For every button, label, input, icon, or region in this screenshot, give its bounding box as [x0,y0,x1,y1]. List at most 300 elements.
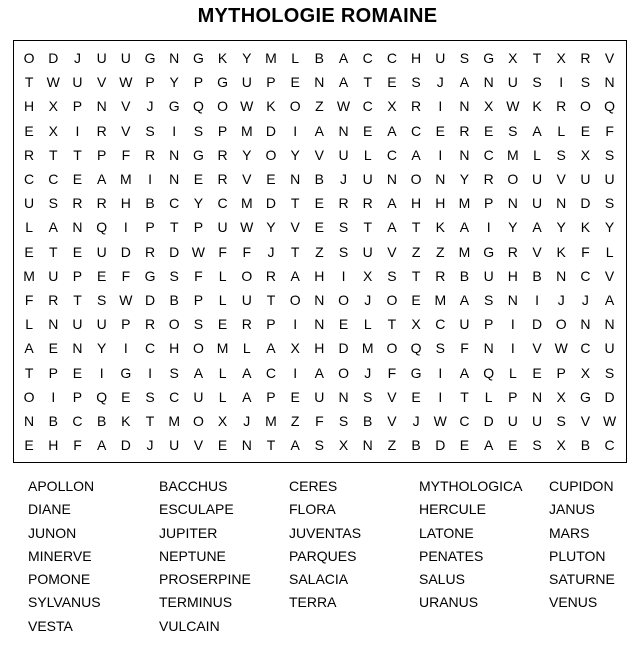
grid-cell[interactable]: S [169,267,179,284]
grid-cell[interactable]: I [172,122,177,139]
grid-cell[interactable]: O [338,292,349,308]
grid-cell[interactable]: O [217,98,229,115]
grid-cell[interactable]: C [72,413,83,429]
grid-cell[interactable]: V [290,219,300,236]
grid-cell[interactable]: Q [483,364,495,381]
grid-cell[interactable]: U [531,171,543,187]
grid-cell[interactable]: M [23,267,35,284]
grid-cell[interactable]: N [556,267,567,284]
grid-cell[interactable]: W [46,74,60,91]
grid-cell[interactable]: P [193,219,204,236]
grid-cell[interactable]: V [242,171,252,187]
grid-cell[interactable]: H [507,267,518,284]
grid-cell[interactable]: U [483,267,494,284]
grid-cell[interactable]: D [435,437,446,454]
grid-cell[interactable]: P [72,388,83,405]
grid-cell[interactable]: C [386,146,397,163]
grid-cell[interactable]: M [216,340,229,357]
grid-cell[interactable]: M [458,243,471,260]
grid-cell[interactable]: A [96,171,107,187]
grid-cell[interactable]: B [96,413,107,429]
grid-cell[interactable]: Z [290,413,300,429]
grid-cell[interactable]: E [483,122,494,139]
grid-cell[interactable]: P [483,195,494,212]
grid-cell[interactable]: U [72,316,83,333]
grid-cell[interactable]: G [168,98,180,115]
grid-cell[interactable]: N [483,74,494,91]
grid-cell[interactable]: E [411,292,421,308]
grid-cell[interactable]: B [145,195,155,212]
grid-cell[interactable]: R [48,292,59,308]
grid-cell[interactable]: G [120,364,132,381]
grid-cell[interactable]: S [363,388,373,405]
grid-cell[interactable]: Q [96,388,108,405]
grid-cell[interactable]: N [604,316,615,333]
grid-cell[interactable]: I [438,146,443,163]
grid-cell[interactable]: M [265,413,277,429]
grid-cell[interactable]: I [293,316,298,333]
grid-cell[interactable]: A [411,146,421,163]
grid-cell[interactable]: U [96,316,107,333]
grid-cell[interactable]: K [266,98,276,115]
grid-cell[interactable]: J [243,413,251,429]
grid-cell[interactable]: C [362,50,373,66]
grid-cell[interactable]: S [459,50,470,66]
grid-cell[interactable]: S [556,146,566,163]
grid-cell[interactable]: X [556,50,566,66]
grid-cell[interactable]: W [336,98,351,115]
grid-cell[interactable]: T [290,195,300,212]
grid-cell[interactable]: R [265,267,277,284]
grid-cell[interactable]: W [240,219,254,236]
grid-cell[interactable]: T [24,364,34,381]
grid-cell[interactable]: S [338,413,349,429]
grid-cell[interactable]: R [217,171,228,187]
grid-cell[interactable]: S [193,316,204,333]
grid-cell[interactable]: A [290,267,300,284]
grid-cell[interactable]: Z [436,243,445,260]
grid-cell[interactable]: N [314,316,325,333]
grid-cell[interactable]: L [508,364,517,381]
grid-cell[interactable]: N [531,388,543,405]
grid-cell[interactable]: J [146,98,154,115]
grid-cell[interactable]: U [48,267,59,284]
grid-cell[interactable]: J [364,364,372,381]
grid-cell[interactable]: O [23,388,35,405]
grid-cell[interactable]: F [387,364,397,381]
grid-cell[interactable]: R [144,243,156,260]
grid-cell[interactable]: M [458,195,471,212]
grid-cell[interactable]: A [314,122,325,139]
grid-cell[interactable]: S [580,74,591,91]
grid-cell[interactable]: Q [410,340,422,357]
grid-cell[interactable]: O [265,146,277,163]
grid-cell[interactable]: J [267,243,275,260]
grid-cell[interactable]: P [556,364,566,381]
grid-cell[interactable]: S [483,292,494,308]
grid-cell[interactable]: P [266,74,276,91]
grid-cell[interactable]: U [507,413,518,429]
grid-cell[interactable]: I [438,388,443,405]
grid-cell[interactable]: V [604,50,615,66]
grid-cell[interactable]: F [242,243,252,260]
grid-cell[interactable]: O [579,98,591,115]
grid-cell[interactable]: N [362,437,373,454]
grid-cell[interactable]: C [217,195,228,212]
grid-cell[interactable]: V [556,171,566,187]
grid-cell[interactable]: I [75,122,80,139]
grid-cell[interactable]: E [24,122,34,139]
grid-cell[interactable]: U [169,437,180,454]
grid-cell[interactable]: B [314,50,325,66]
grid-cell[interactable]: B [314,171,325,187]
grid-cell[interactable]: C [435,316,446,333]
grid-cell[interactable]: M [120,171,132,187]
grid-cell[interactable]: R [241,316,252,333]
grid-cell[interactable]: I [148,171,152,187]
grid-cell[interactable]: L [218,267,227,284]
grid-cell[interactable]: N [72,219,83,236]
grid-cell[interactable]: R [144,146,156,163]
grid-cell[interactable]: N [507,292,518,308]
grid-cell[interactable]: V [121,122,131,139]
grid-cell[interactable]: U [507,74,518,91]
grid-cell[interactable]: N [169,146,180,163]
grid-cell[interactable]: K [556,243,566,260]
grid-cell[interactable]: S [145,122,155,139]
grid-cell[interactable]: C [144,340,156,357]
grid-cell[interactable]: N [72,340,83,357]
grid-cell[interactable]: G [192,50,204,66]
grid-cell[interactable]: A [387,195,397,212]
grid-cell[interactable]: C [580,340,591,357]
grid-cell[interactable]: M [361,340,374,357]
grid-cell[interactable]: S [604,195,615,212]
grid-cell[interactable]: T [266,292,276,308]
grid-cell[interactable]: V [121,98,131,115]
grid-cell[interactable]: N [241,437,252,454]
grid-cell[interactable]: V [532,243,542,260]
grid-cell[interactable]: X [556,388,566,405]
grid-cell[interactable]: D [120,243,131,260]
grid-cell[interactable]: T [24,74,34,91]
grid-cell[interactable]: L [363,146,372,163]
grid-cell[interactable]: P [96,146,107,163]
grid-cell[interactable]: Y [556,219,566,236]
grid-cell[interactable]: T [49,243,58,260]
grid-cell[interactable]: D [483,413,494,429]
grid-cell[interactable]: L [25,219,33,236]
grid-cell[interactable]: E [314,195,325,212]
grid-cell[interactable]: N [314,74,325,91]
grid-cell[interactable]: A [387,122,397,139]
grid-cell[interactable]: S [387,267,397,284]
grid-cell[interactable]: O [410,171,422,187]
grid-cell[interactable]: D [580,195,591,212]
grid-cell[interactable]: I [293,122,298,139]
grid-cell[interactable]: U [531,413,543,429]
grid-cell[interactable]: Y [169,74,179,91]
grid-cell[interactable]: G [217,74,229,91]
grid-cell[interactable]: E [411,388,421,405]
grid-cell[interactable]: T [411,219,421,236]
grid-cell[interactable]: E [121,388,131,405]
grid-cell[interactable]: I [438,98,443,115]
grid-cell[interactable]: I [510,316,515,333]
grid-cell[interactable]: U [531,195,543,212]
grid-cell[interactable]: X [483,98,494,115]
grid-cell[interactable]: D [144,292,156,308]
grid-cell[interactable]: O [289,292,301,308]
grid-cell[interactable]: L [363,316,372,333]
grid-cell[interactable]: X [556,437,566,454]
grid-cell[interactable]: C [386,50,397,66]
grid-cell[interactable]: S [411,74,421,91]
grid-cell[interactable]: N [459,98,470,115]
grid-cell[interactable]: A [96,437,107,454]
grid-cell[interactable]: B [363,413,373,429]
grid-cell[interactable]: E [72,243,83,260]
grid-cell[interactable]: E [193,171,204,187]
grid-cell[interactable]: F [24,292,34,308]
grid-cell[interactable]: R [459,122,470,139]
grid-cell[interactable]: Y [193,195,204,212]
grid-cell[interactable]: R [507,243,518,260]
grid-cell[interactable]: M [265,50,277,66]
grid-cell[interactable]: T [411,267,421,284]
grid-cell[interactable]: T [363,74,372,91]
grid-cell[interactable]: S [193,122,204,139]
grid-cell[interactable]: G [483,50,495,66]
grid-cell[interactable]: U [362,243,373,260]
grid-cell[interactable]: W [240,98,254,115]
grid-cell[interactable]: X [363,267,373,284]
grid-cell[interactable]: J [436,74,444,91]
grid-cell[interactable]: T [73,146,82,163]
grid-cell[interactable]: H [411,195,422,212]
grid-cell[interactable]: A [338,50,349,66]
grid-cell[interactable]: C [169,195,180,212]
grid-cell[interactable]: A [24,340,34,357]
grid-cell[interactable]: K [532,98,542,115]
grid-cell[interactable]: O [555,316,567,333]
grid-cell[interactable]: U [459,316,470,333]
grid-cell[interactable]: V [387,413,397,429]
grid-cell[interactable]: A [387,219,397,236]
grid-cell[interactable]: T [266,437,276,454]
grid-cell[interactable]: X [387,98,397,115]
grid-cell[interactable]: K [121,413,131,429]
grid-cell[interactable]: U [362,171,373,187]
grid-cell[interactable]: B [580,437,591,454]
grid-cell[interactable]: Y [290,146,300,163]
grid-cell[interactable]: T [532,50,542,66]
grid-cell[interactable]: U [96,50,107,66]
grid-cell[interactable]: E [532,364,542,381]
grid-cell[interactable]: E [435,122,445,139]
grid-cell[interactable]: Y [459,171,470,187]
grid-cell[interactable]: D [604,388,615,405]
grid-cell[interactable]: S [508,122,518,139]
grid-cell[interactable]: P [193,292,204,308]
grid-cell[interactable]: T [169,219,179,236]
grid-cell[interactable]: S [532,437,542,454]
grid-cell[interactable]: O [168,316,180,333]
grid-cell[interactable]: M [507,146,519,163]
grid-cell[interactable]: J [364,292,372,308]
grid-cell[interactable]: Z [387,437,397,454]
grid-cell[interactable]: N [435,171,446,187]
grid-cell[interactable]: E [387,74,397,91]
grid-cell[interactable]: K [580,219,591,236]
grid-cell[interactable]: D [265,195,277,212]
grid-cell[interactable]: R [24,146,35,163]
grid-cell[interactable]: S [169,364,179,381]
grid-cell[interactable]: E [338,316,349,333]
grid-cell[interactable]: W [191,243,206,260]
grid-cell[interactable]: E [217,316,228,333]
grid-cell[interactable]: T [460,388,469,405]
grid-cell[interactable]: J [73,50,81,66]
grid-cell[interactable]: X [290,340,300,357]
grid-cell[interactable]: U [604,340,615,357]
grid-cell[interactable]: H [169,340,180,357]
grid-cell[interactable]: R [144,316,156,333]
grid-cell[interactable]: Y [266,219,276,236]
grid-cell[interactable]: R [362,195,373,212]
grid-cell[interactable]: L [557,122,566,139]
grid-cell[interactable]: V [96,74,107,91]
grid-cell[interactable]: B [411,437,421,454]
grid-cell[interactable]: H [48,437,59,454]
grid-cell[interactable]: X [580,146,591,163]
grid-cell[interactable]: I [148,364,152,381]
grid-cell[interactable]: N [556,195,567,212]
grid-cell[interactable]: B [459,267,470,284]
grid-cell[interactable]: N [580,316,591,333]
grid-cell[interactable]: R [580,50,591,66]
grid-cell[interactable]: O [192,413,204,429]
grid-cell[interactable]: I [510,340,515,357]
grid-cell[interactable]: Z [315,98,324,115]
grid-cell[interactable]: X [48,98,58,115]
grid-cell[interactable]: J [412,413,420,429]
grid-cell[interactable]: A [290,437,300,454]
grid-cell[interactable]: E [96,267,107,284]
grid-cell[interactable]: I [438,364,443,381]
grid-cell[interactable]: U [24,195,35,212]
grid-cell[interactable]: Z [315,243,324,260]
grid-cell[interactable]: C [48,171,59,187]
grid-cell[interactable]: L [484,388,493,405]
grid-cell[interactable]: S [96,292,107,308]
grid-cell[interactable]: E [459,437,470,454]
grid-cell[interactable]: W [119,74,133,91]
grid-cell[interactable]: L [605,243,614,260]
grid-cell[interactable]: P [508,388,518,405]
grid-cell[interactable]: H [435,195,446,212]
grid-cell[interactable]: C [411,122,422,139]
grid-cell[interactable]: G [192,146,204,163]
grid-cell[interactable]: S [604,364,615,381]
grid-cell[interactable]: U [314,388,325,405]
grid-cell[interactable]: E [508,437,518,454]
grid-cell[interactable]: I [51,388,56,405]
grid-cell[interactable]: C [483,146,494,163]
grid-cell[interactable]: P [266,388,276,405]
grid-cell[interactable]: A [532,219,542,236]
grid-cell[interactable]: W [119,292,133,308]
grid-cell[interactable]: N [604,74,615,91]
grid-cell[interactable]: U [580,171,591,187]
grid-cell[interactable]: D [338,340,349,357]
grid-cell[interactable]: G [483,243,495,260]
grid-cell[interactable]: W [506,98,520,115]
grid-cell[interactable]: F [218,243,227,260]
grid-cell[interactable]: C [24,171,35,187]
grid-cell[interactable]: R [411,98,422,115]
grid-cell[interactable]: E [314,219,325,236]
grid-cell[interactable]: J [557,292,565,308]
grid-cell[interactable]: Q [604,98,616,115]
grid-cell[interactable]: I [123,340,128,357]
grid-cell[interactable]: D [265,122,277,139]
grid-cell[interactable]: B [48,413,58,429]
grid-cell[interactable]: M [434,292,447,308]
grid-cell[interactable]: U [193,388,204,405]
grid-cell[interactable]: D [169,243,180,260]
grid-cell[interactable]: E [290,74,300,91]
grid-cell[interactable]: X [508,50,518,66]
grid-cell[interactable]: F [121,146,131,163]
grid-cell[interactable]: N [483,340,494,357]
grid-cell[interactable]: N [314,292,325,308]
grid-cell[interactable]: V [193,437,204,454]
grid-cell[interactable]: X [217,413,228,429]
grid-cell[interactable]: N [459,146,470,163]
grid-cell[interactable]: R [338,195,349,212]
grid-cell[interactable]: B [532,267,542,284]
grid-cell[interactable]: E [290,388,300,405]
grid-cell[interactable]: I [341,267,346,284]
grid-cell[interactable]: P [121,316,131,333]
grid-cell[interactable]: W [433,413,447,429]
grid-cell[interactable]: N [290,171,301,187]
grid-cell[interactable]: H [411,50,422,66]
grid-cell[interactable]: N [386,171,397,187]
grid-cell[interactable]: L [242,340,251,357]
grid-cell[interactable]: G [144,267,156,284]
grid-cell[interactable]: O [386,292,398,308]
grid-cell[interactable]: U [241,292,252,308]
grid-cell[interactable]: F [315,413,324,429]
grid-cell[interactable]: I [535,292,539,308]
grid-cell[interactable]: X [411,316,421,333]
grid-cell[interactable]: H [314,340,325,357]
grid-cell[interactable]: L [218,388,227,405]
grid-cell[interactable]: A [338,74,349,91]
grid-cell[interactable]: A [459,219,470,236]
grid-cell[interactable]: L [291,50,300,66]
grid-cell[interactable]: V [387,243,397,260]
grid-cell[interactable]: A [193,364,204,381]
grid-cell[interactable]: M [240,195,253,212]
grid-cell[interactable]: U [96,243,107,260]
grid-cell[interactable]: I [293,364,298,381]
grid-cell[interactable]: A [483,437,494,454]
grid-cell[interactable]: O [338,364,349,381]
grid-cell[interactable]: O [23,50,35,66]
